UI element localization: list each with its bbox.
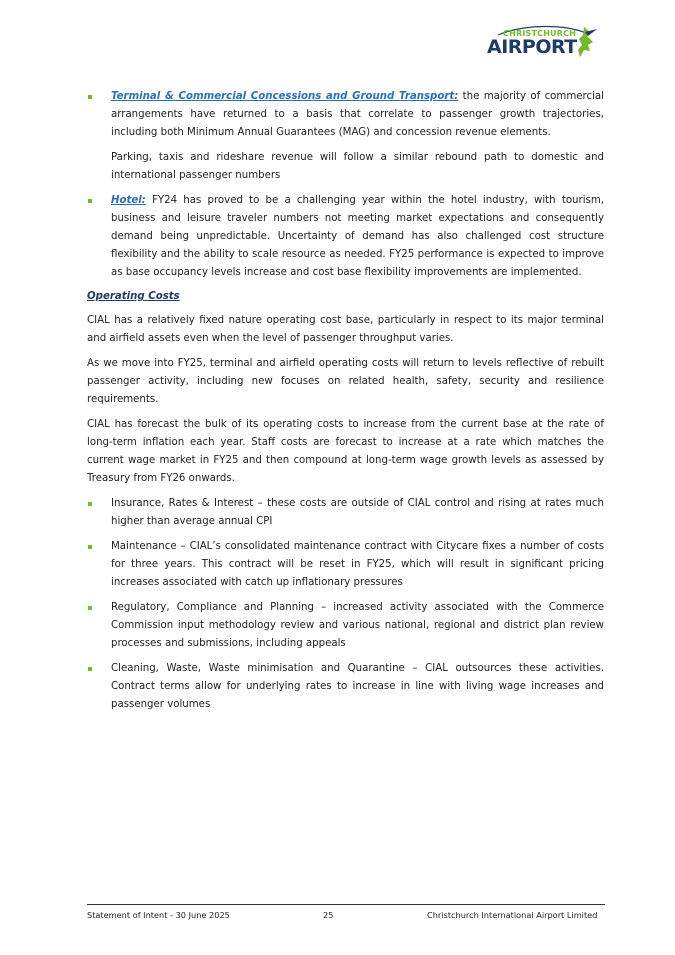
operating-costs-bullet-list [87, 495, 604, 714]
terminal-text: the majority of commercial arrangements have returned to a basis that correlate to passenger growth trajectories, including both Minimum Annual Guarantees (MAG) and concession revenue elements. [111, 91, 604, 138]
bullet-marker [88, 667, 92, 671]
operating-costs-paragraph-2: As we move into FY25, terminal and airfield operating costs will return to levels reflective of rebuilt passenger activity, including new focuses on related health, safety, security and resilience requirements. [87, 358, 604, 405]
main-content [87, 88, 604, 721]
footer-page-number: 25 [323, 910, 334, 920]
hotel-lead-link: Hotel: [111, 195, 146, 206]
bullet-marker [88, 545, 92, 549]
hotel-paragraph [111, 192, 604, 282]
terminal-lead-link: Terminal & Commercial Concessions and Ground Transport: [111, 91, 459, 102]
maintenance-text: Maintenance – CIAL’s consolidated maintenance contract with Citycare fixes a number of costs for three years. This contract will be reset in FY25, which will result in significant pricing increases associated with catch up inflationary pressures [111, 541, 604, 588]
operating-costs-paragraph-3: CIAL has forecast the bulk of its operating costs to increase from the current base at the rate of long-term inflation each year. Staff costs are forecast to increase at a rate which matches the current wage market in FY25 and then compound at long-term wage growth levels as assessed by Treasury from FY26 onwards. [87, 419, 604, 484]
bullet-marker [88, 95, 92, 99]
bullet-hotel [87, 192, 604, 282]
terminal-paragraph [111, 88, 604, 142]
bullet-terminal-commercial [87, 88, 604, 142]
footer-divider [87, 904, 605, 905]
section-heading-operating-costs: Operating Costs [87, 291, 180, 302]
bullet-insurance [87, 495, 604, 531]
bullet-marker [88, 502, 92, 506]
logo-top-text: CHRISTCHURCH [503, 29, 577, 38]
bullet-maintenance [87, 538, 604, 592]
hotel-text: FY24 has proved to be a challenging year within the hotel industry, with tourism, business and leisure traveler numbers not meeting market expectations and consequently demand being unpredictable. Uncertainty of demand has also challenged cost structure flexibility and the ability to scale resource as needed. FY25 performance is expected to improve as base occupancy levels increase and cost base flexibility improvements are implemented. [111, 195, 604, 278]
footer-document-title: Statement of Intent - 30 June 2025 [87, 910, 230, 920]
logo-main-text: AIRPORT [487, 36, 577, 58]
christchurch-airport-logo [484, 23, 602, 63]
insurance-text: Insurance, Rates & Interest – these costs are outside of CIAL control and rising at rates much higher than average annual CPI [111, 498, 604, 527]
bullet-marker [88, 606, 92, 610]
operating-costs-paragraph-1: CIAL has a relatively fixed nature operating cost base, particularly in respect to its major terminal and airfield assets even when the level of passenger throughput varies. [87, 315, 604, 344]
footer-company-name: Christchurch International Airport Limited [427, 910, 598, 920]
bullet-regulatory [87, 599, 604, 653]
bullet-cleaning [87, 660, 604, 714]
regulatory-text: Regulatory, Compliance and Planning – increased activity associated with the Commerce Commission input methodology review and various national, regional and district plan review processes and submissions, including appeals [111, 602, 604, 649]
parking-paragraph: Parking, taxis and rideshare revenue will follow a similar rebound path to domestic and international passenger numbers [111, 152, 604, 181]
bullet-marker [88, 199, 92, 203]
cleaning-text: Cleaning, Waste, Waste minimisation and Quarantine – CIAL outsources these activities. Contract terms allow for underlying rates to increase in line with living wage increases and passenger volumes [111, 663, 604, 710]
